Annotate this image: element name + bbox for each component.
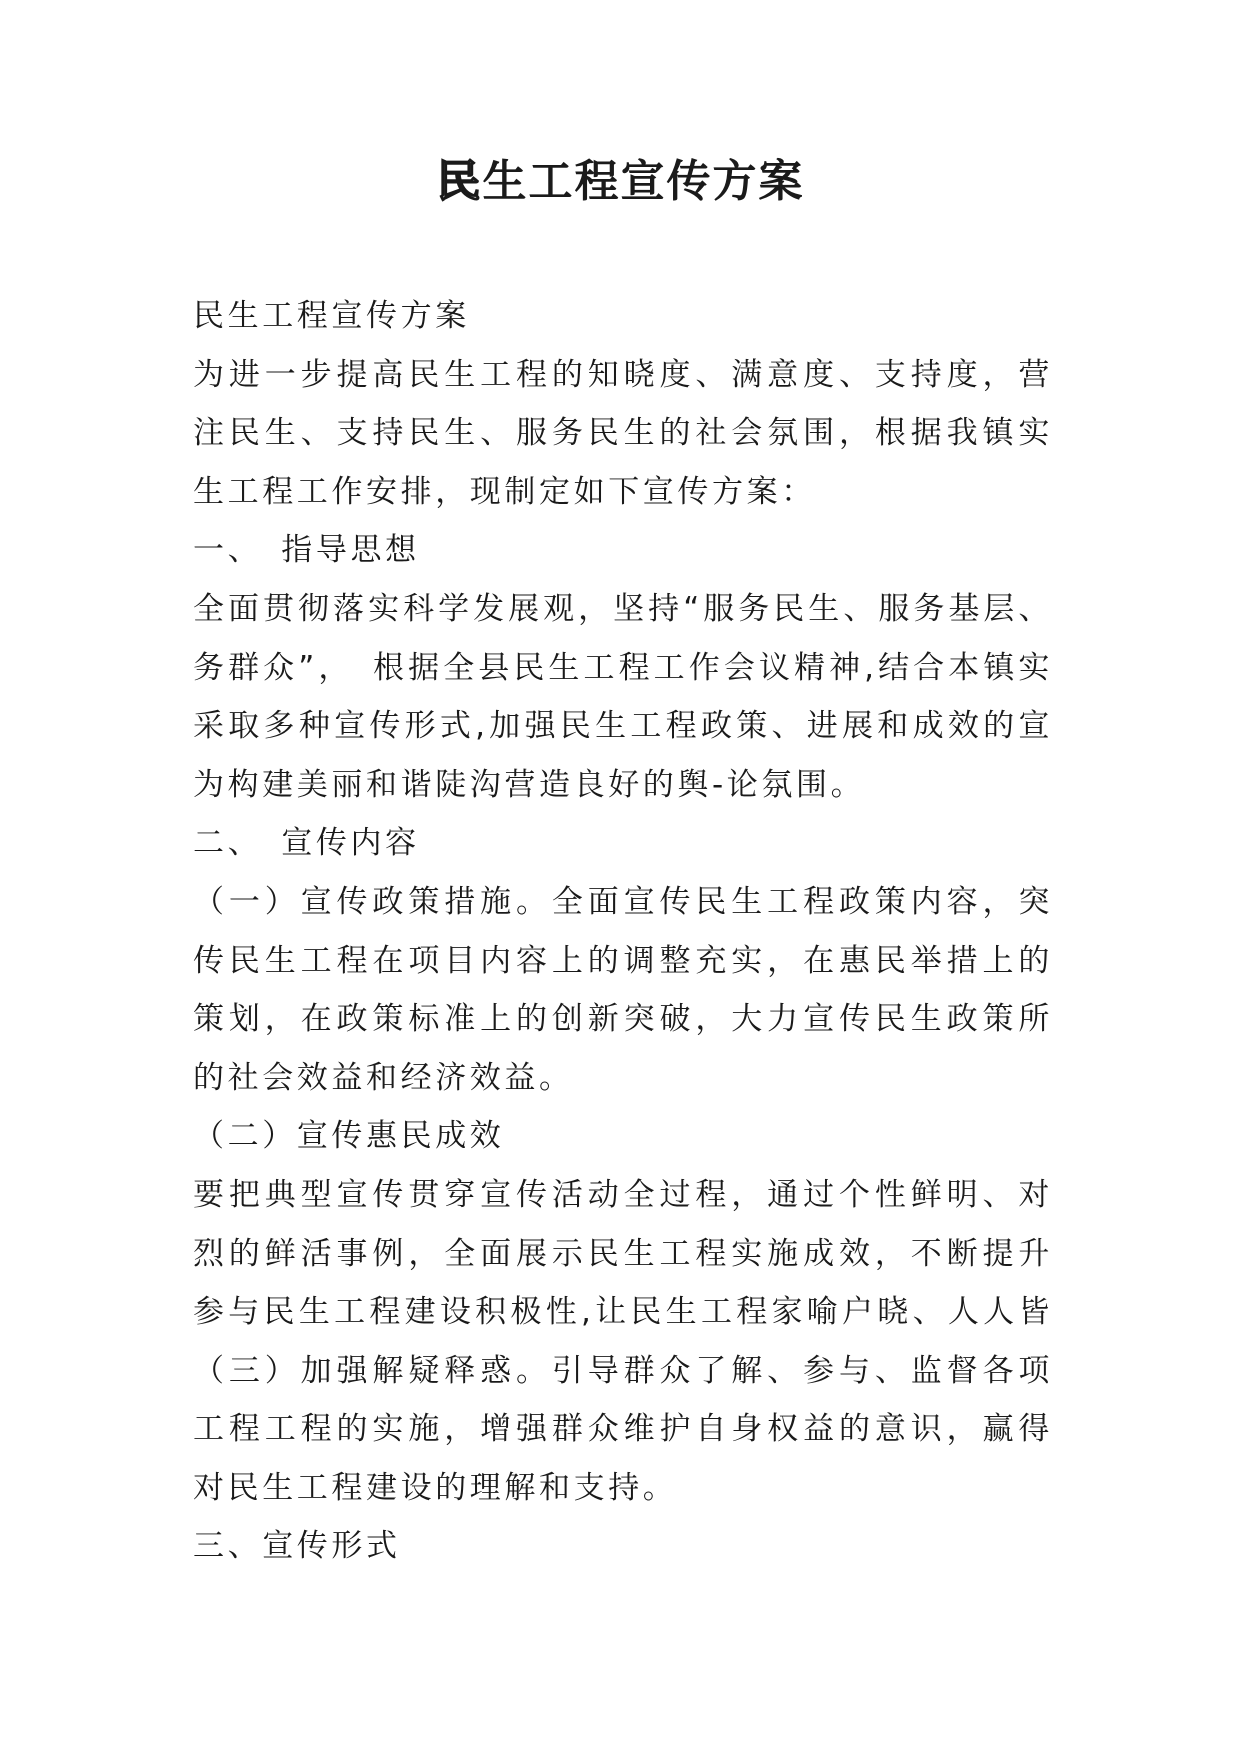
text-line: 务群众”， 根据全县民生工程工作会议精神,结合本镇实 xyxy=(193,649,1053,686)
text-line: 参与民生工程建设积极性,让民生工程家喻户晓、人人皆 xyxy=(193,1294,1053,1331)
title-rest: 生工程宣传方案 xyxy=(482,156,805,207)
text-line: 民生工程宣传方案 xyxy=(193,298,470,334)
text-line: 要把典型宣传贯穿宣传活动全过程，通过个性鲜明、对 xyxy=(193,1176,1053,1213)
document-title xyxy=(0,150,1241,214)
text-line: 传民生工程在项目内容上的调整充实，在惠民举措上的 xyxy=(193,942,1053,979)
text-line: 生工程工作安排，现制定如下宣传方案： xyxy=(193,473,816,510)
document-body xyxy=(193,287,1053,1576)
text-line: （二）宣传惠民成效 xyxy=(193,1118,505,1155)
text-line: （三）加强解疑释惑。引导群众了解、参与、监督各项 xyxy=(193,1352,1053,1389)
text-line: 一、 指导思想 xyxy=(193,532,420,569)
text-line: 为构建美丽和谐陡沟营造良好的舆-论氛围。 xyxy=(193,766,866,803)
text-line: 策划，在政策标准上的创新突破，大力宣传民生政策所 xyxy=(193,1001,1053,1038)
text-line: 全面贯彻落实科学发展观，坚持“服务民生、服务基层、 xyxy=(193,590,1053,627)
text-line: 二、 宣传内容 xyxy=(193,825,420,862)
text-line: 的社会效益和经济效益。 xyxy=(193,1059,574,1096)
text-line: （一）宣传政策措施。全面宣传民生工程政策内容，突 xyxy=(193,883,1053,920)
text-line: 三、宣传形式 xyxy=(193,1528,401,1565)
text-line: 为进一步提高民生工程的知晓度、满意度、支持度，营 xyxy=(193,356,1053,393)
text-line: 采取多种宣传形式,加强民生工程政策、进展和成效的宣 xyxy=(193,708,1053,745)
text-line: 工程工程的实施，增强群众维护自身权益的意识，赢得 xyxy=(193,1411,1053,1448)
text-line: 对民生工程建设的理解和支持。 xyxy=(193,1469,678,1506)
text-line: 烈的鲜活事例，全面展示民生工程实施成效，不断提升 xyxy=(193,1235,1053,1272)
title-first-char: 民 xyxy=(436,156,483,207)
text-line: 注民生、支持民生、服务民生的社会氛围，根据我镇实 xyxy=(193,415,1053,452)
